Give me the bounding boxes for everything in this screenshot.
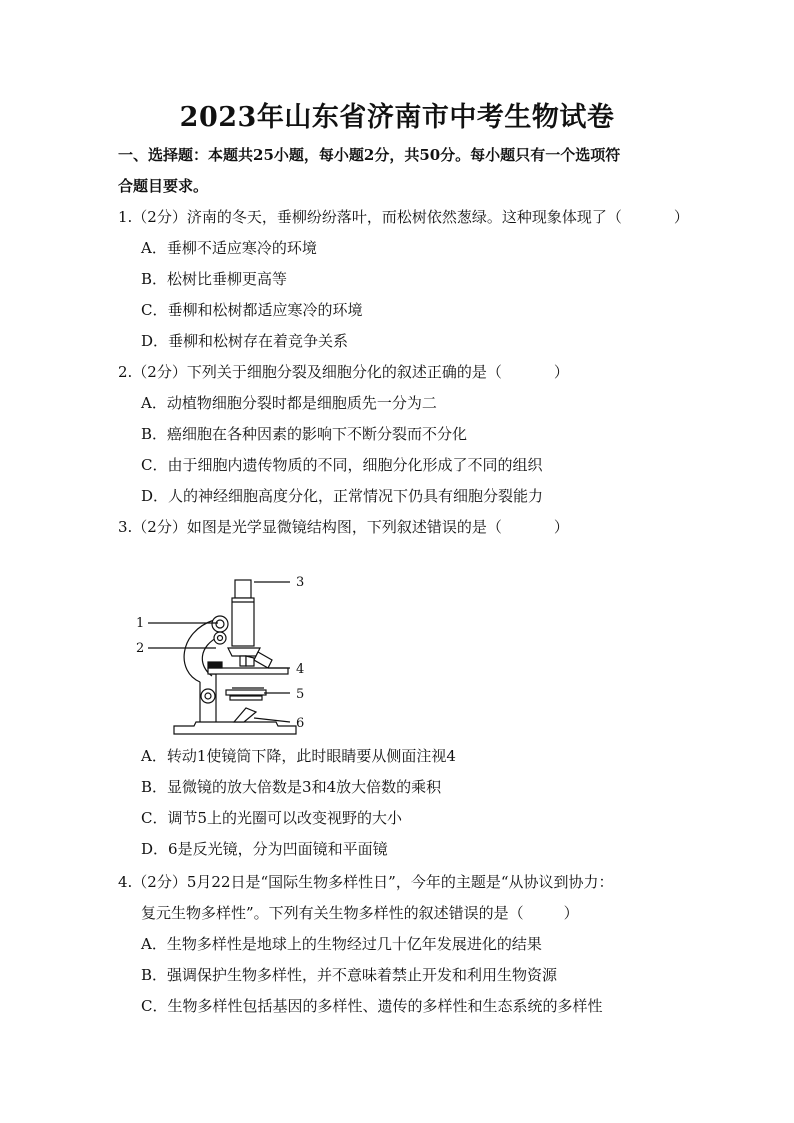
question-1-text: 1.（2分）济南的冬天，垂柳纷纷落叶，而松树依然葱绿。这种现象体现了（	[118, 208, 622, 226]
q3-option-a: A．转动1使镜筒下降，此时眼睛要从侧面注视4	[141, 747, 456, 765]
question-2-text: 2.（2分）下列关于细胞分裂及细胞分化的叙述正确的是（	[118, 363, 502, 381]
q2-option-b: B．癌细胞在各种因素的影响下不断分裂而不分化	[141, 425, 468, 443]
question-4-cont	[118, 898, 688, 929]
section-heading	[118, 140, 688, 202]
q4-option-c: C．生物多样性包括基因的多样性、遗传的多样性和生态系统的多样性	[141, 997, 603, 1015]
q3-option-b: B．显微镜的放大倍数是3和4放大倍数的乘积	[141, 778, 442, 796]
question-4-text2: 复元生物多样性”。下列有关生物多样性的叙述错误的是（	[141, 904, 524, 922]
figure-label-2: 2	[136, 641, 145, 656]
question-4	[118, 867, 688, 898]
section-heading-line1: 一、选择题：本题共25小题，每小题2分，共50分。每小题只有一个选项符	[118, 146, 621, 164]
figure-label-1: 1	[136, 616, 145, 631]
q4-option-a: A．生物多样性是地球上的生物经过几十亿年发展进化的结果	[141, 935, 542, 953]
figure-label-4: 4	[296, 662, 305, 677]
q2-option-c: C．由于细胞内遗传物质的不同，细胞分化形成了不同的组织	[141, 456, 543, 474]
question-2	[118, 357, 688, 388]
figure-label-5: 5	[296, 687, 305, 702]
question-2-close-paren: ）	[553, 363, 569, 381]
microscope-figure	[128, 562, 318, 742]
question-4-close-paren: ）	[563, 904, 579, 922]
q2-option-d: D．人的神经细胞高度分化，正常情况下仍具有细胞分裂能力	[141, 487, 544, 505]
q4-option-b: B．强调保护生物多样性，并不意味着禁止开发和利用生物资源	[141, 966, 558, 984]
question-3-text: 3.（2分）如图是光学显微镜结构图，下列叙述错误的是（	[118, 518, 502, 536]
page-title: 2023年山东省济南市中考生物试卷	[179, 102, 615, 133]
q3-option-c: C．调节5上的光圈可以改变视野的大小	[141, 809, 403, 827]
question-1	[118, 202, 688, 233]
q1-option-d: D．垂柳和松树存在着竞争关系	[141, 332, 349, 350]
section-heading-line2: 合题目要求。	[118, 177, 209, 195]
q1-option-c: C．垂柳和松树都适应寒冷的环境	[141, 301, 363, 319]
q2-option-a: A．动植物细胞分裂时都是细胞质先一分为二	[141, 394, 437, 412]
question-4-text: 4.（2分）5月22日是“国际生物多样性日”，今年的主题是“从协议到协力：	[118, 873, 614, 891]
q1-option-b: B．松树比垂柳更高等	[141, 270, 288, 288]
figure-label-3: 3	[296, 575, 305, 590]
figure-label-6: 6	[296, 716, 305, 731]
question-1-close-paren: ）	[673, 208, 689, 226]
q3-option-d: D．6是反光镜，分为凹面镜和平面镜	[141, 840, 388, 858]
question-3-close-paren: ）	[553, 518, 569, 536]
q1-option-a: A．垂柳不适应寒冷的环境	[141, 239, 317, 257]
question-3	[118, 512, 688, 543]
